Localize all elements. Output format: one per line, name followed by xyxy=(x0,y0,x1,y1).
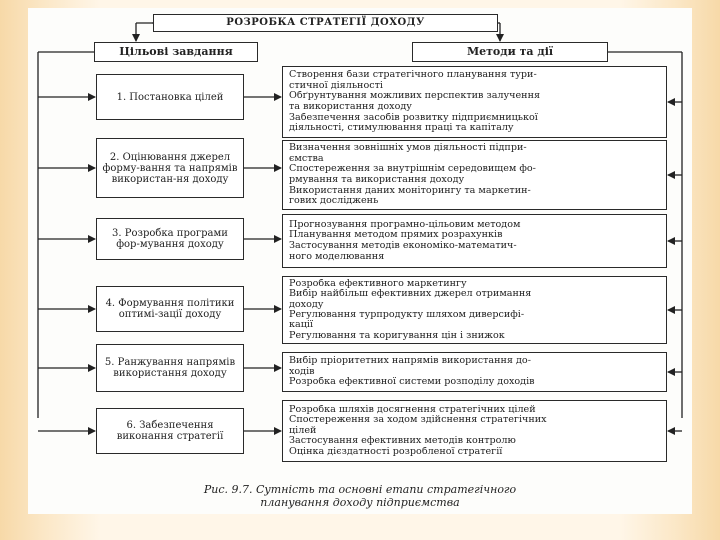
method-line: Вибір пріоритетних напрямів використання до- xyxy=(289,356,531,367)
methods-box-5 xyxy=(282,352,667,392)
method-line: Спостереження за внутрішнім середовищем фо- xyxy=(289,164,536,175)
method-line: ємства xyxy=(289,153,324,164)
diagram-sheet xyxy=(28,8,692,514)
methods-header: Методи та дії xyxy=(412,42,608,62)
caption-line-2: планування доходу підприємства xyxy=(260,496,460,509)
diagram-title: РОЗРОБКА СТРАТЕГІЇ ДОХОДУ xyxy=(153,14,498,32)
method-line: Застосування методів економіко-математич- xyxy=(289,241,517,251)
goal-box-5: 5. Ранжування напрямів використання доходу xyxy=(96,344,244,392)
method-line: ходів xyxy=(289,366,315,377)
method-line: Планування методом прямих розрахунків xyxy=(289,230,503,241)
method-line: рмування та використання доходу xyxy=(289,175,465,185)
method-line: Регулювання турпродукту шляхом диверсифі- xyxy=(289,310,525,320)
method-line: Спостереження за ходом здійснення стратегічних xyxy=(289,415,547,426)
method-line: Регулювання та коригування цін і знижок xyxy=(289,330,505,341)
method-line: Вибір найбільш ефективних джерел отримання xyxy=(289,289,532,300)
method-line: гових досліджень xyxy=(289,196,379,207)
goal-box-1: 1. Постановка цілей xyxy=(96,74,244,120)
method-line: кації xyxy=(289,320,314,331)
methods-box-6 xyxy=(282,400,667,462)
goal-box-2: 2. Оцінювання джерел форму-вання та напрямів використан-ня доходу xyxy=(96,138,244,198)
method-line: та використання доходу xyxy=(289,102,412,112)
methods-box-3 xyxy=(282,214,667,268)
method-line: Розробка ефективного маркетингу xyxy=(289,279,467,290)
method-line: Використання даних моніторингу та маркетин- xyxy=(289,185,531,196)
caption-line-1: Рис. 9.7. Сутність та основні етапи стратегічного xyxy=(203,483,517,496)
goal-box-6: 6. Забезпечення виконання стратегії xyxy=(96,408,244,454)
method-line: Розробка шляхів досягнення стратегічних цілей xyxy=(289,404,536,415)
method-line: Прогнозування програмно-цільовим методом xyxy=(289,219,521,230)
methods-box-4 xyxy=(282,276,667,344)
method-line: Застосування ефективних методів контролю xyxy=(289,436,516,447)
method-line: доходу xyxy=(289,299,324,310)
method-line: Визначення зовнішніх умов діяльності підпри- xyxy=(289,143,527,154)
method-line: Забезпечення засобів розвитку підприємницької xyxy=(289,112,538,123)
method-line: стичної діяльності xyxy=(289,80,383,91)
goals-header: Цільові завдання xyxy=(94,42,258,62)
method-line: ного моделювання xyxy=(289,251,385,262)
method-line: Оцінка дієздатності розробленої стратегії xyxy=(289,446,503,457)
method-line: Розробка ефективної системи розподілу доходів xyxy=(289,377,535,388)
method-line: діяльності, стимулювання праці та капіталу xyxy=(289,123,514,134)
methods-box-1 xyxy=(282,66,667,138)
goal-box-3: 3. Розробка програми фор-мування доходу xyxy=(96,218,244,260)
goal-box-4: 4. Формування політики оптимі-зації доходу xyxy=(96,286,244,332)
method-line: цілей xyxy=(289,425,317,436)
methods-box-2 xyxy=(282,140,667,210)
method-line: Обґрунтування можливих перспектив залучення xyxy=(289,91,541,102)
method-line: Створення бази стратегічного планування тури- xyxy=(289,70,537,81)
figure-caption xyxy=(88,483,632,509)
